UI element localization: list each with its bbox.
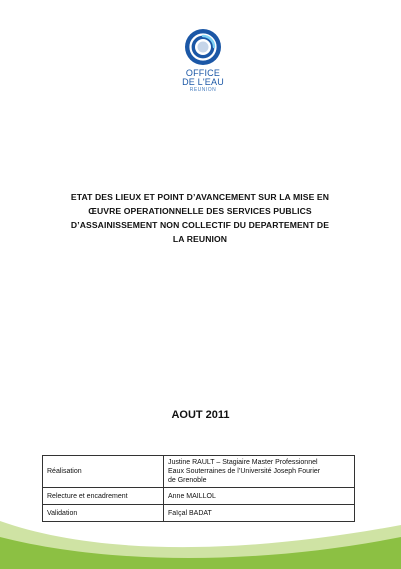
document-date: AOUT 2011 [171,409,230,421]
logo-text-reunion: REUNION [189,87,217,93]
title-line: D’ASSAINISSEMENT NON COLLECTIF DU DEPARTEMENT DE [70,220,330,230]
value-line: Justine RAULT – Stagiaire Master Professionnel [168,459,318,466]
table-cell-value [164,456,355,488]
table-cell-label: Relecture et encadrement [43,488,164,505]
title-line: ETAT DES LIEUX ET POINT D’AVANCEMENT SUR LA MISE EN [70,192,330,202]
value-line: de Grenoble [168,477,207,484]
title-line: ŒUVRE OPERATIONNELLE DES SERVICES PUBLICS [88,206,312,216]
document-title [40,190,360,246]
office-de-l-eau-logo [163,27,243,109]
value-line: Faïçal BADAT [168,509,212,517]
table-cell-label: Validation [43,505,164,522]
value-line: Anne MAILLOL [168,492,216,500]
logo-text-de-l-eau: DE L'EAU [182,77,224,87]
green-wave-footer [0,507,401,569]
table-row [43,456,355,488]
title-line: LA REUNION [172,234,228,244]
table-row [43,488,355,505]
logo-text-office: OFFICE [185,68,221,78]
table-cell-label: Réalisation [43,456,164,488]
table-cell-value [164,488,355,505]
value-line: Eaux Souterraines de l’Université Joseph Fourier [168,468,321,475]
water-drop-circle-icon [183,27,223,67]
